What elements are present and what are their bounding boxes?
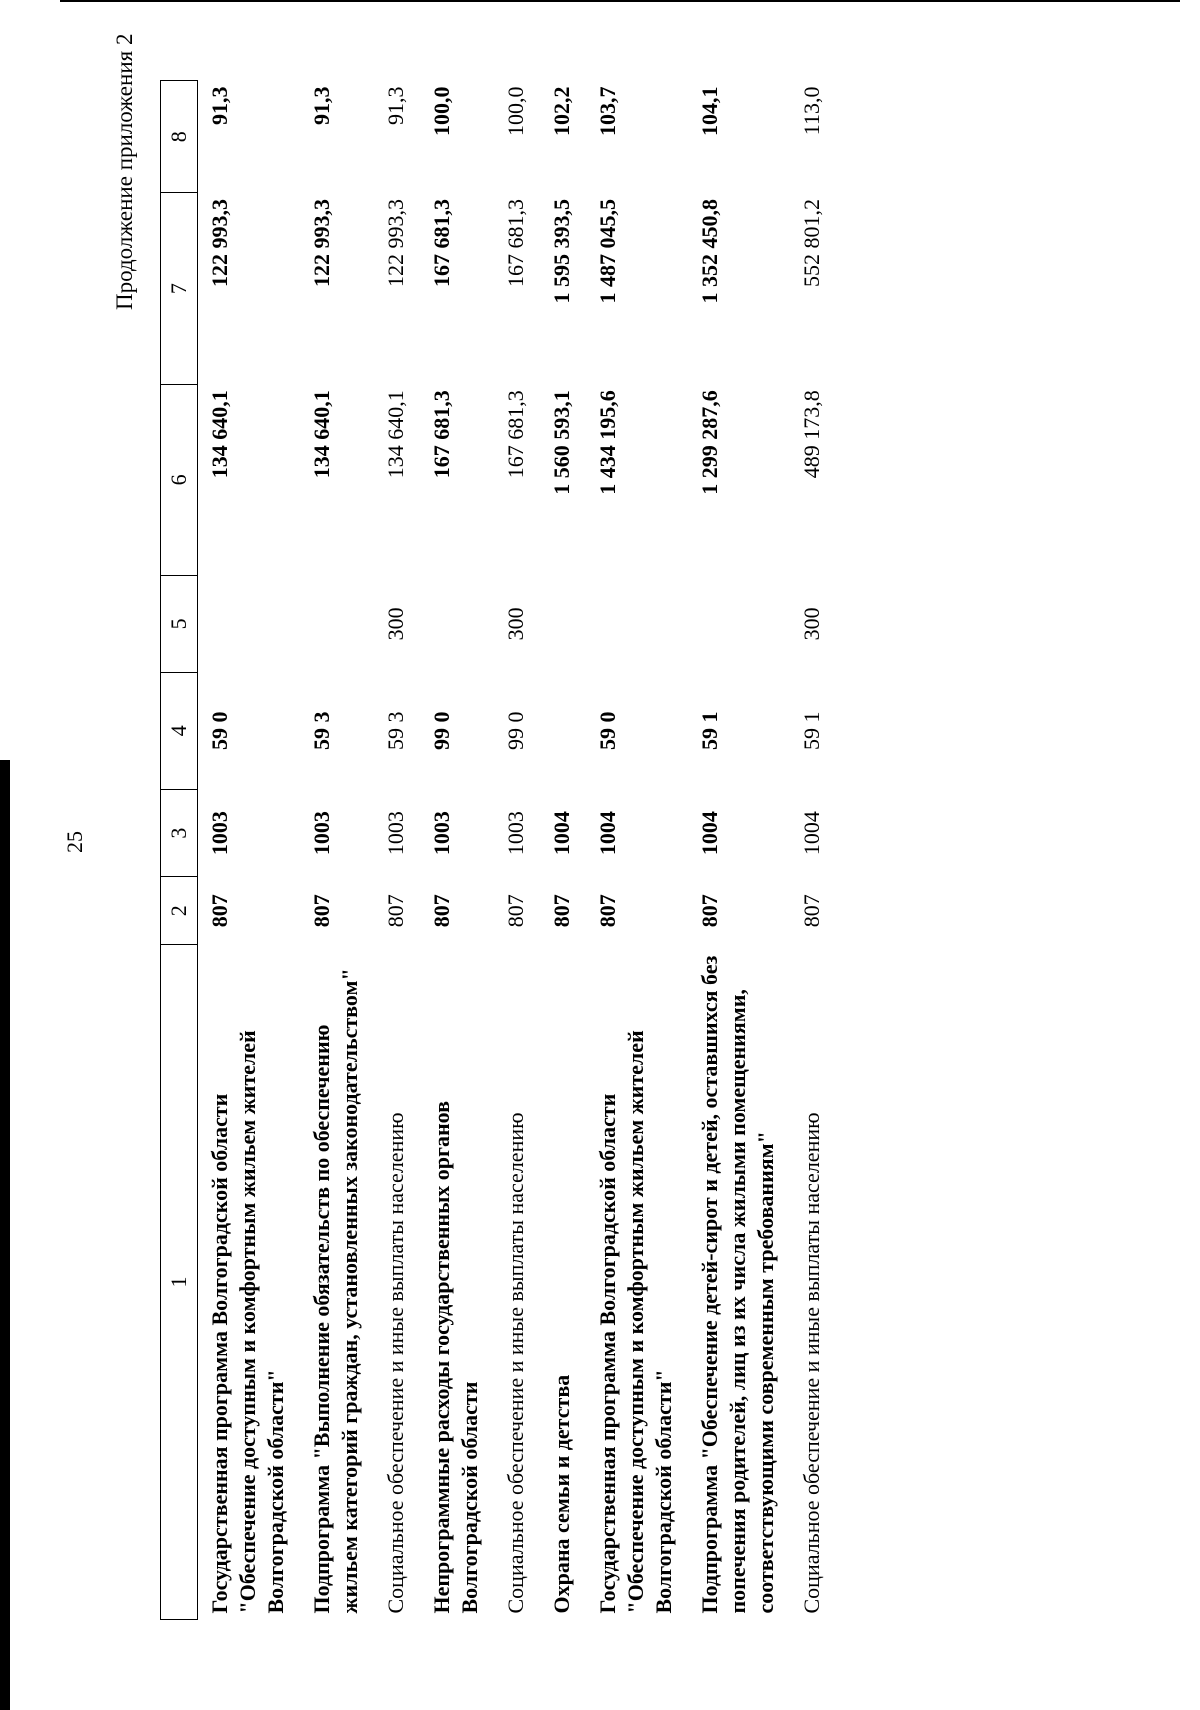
header-col-3: 3 [161, 789, 198, 877]
row-col8-cell: 100,0 [503, 86, 528, 136]
table-row [688, 81, 790, 1620]
row-col6-cell: 1 560 593,1 [549, 390, 574, 495]
row-col8-cell: 91,3 [207, 86, 232, 125]
table-body [198, 81, 837, 1620]
row-col4-cell [540, 672, 586, 789]
row-col5-cell [420, 576, 494, 673]
row-col5-cell [198, 576, 301, 673]
row-col2-cell: 807 [799, 894, 824, 928]
row-col5-cell: 300 [799, 607, 824, 641]
row-col6-cell: 489 173,8 [799, 390, 824, 479]
row-col2-cell: 807 [429, 894, 454, 928]
row-col8-cell: 102,2 [549, 86, 574, 136]
budget-table [160, 80, 836, 1620]
row-col3-cell: 1003 [309, 811, 334, 856]
table-row [586, 81, 688, 1620]
row-name-cell: Подпрограмма "Выполнение обязательств по обеспечению жильем категорий граждан, установленных законодательством" [309, 968, 362, 1614]
row-col4-cell: 59 3 [383, 711, 408, 750]
row-col4-cell: 99 0 [429, 711, 454, 750]
header-col-6: 6 [161, 384, 198, 575]
row-col7-cell: 122 993,3 [309, 199, 334, 287]
row-col5-cell [540, 576, 586, 673]
row-col6-cell: 167 681,3 [503, 390, 528, 479]
row-col2-cell: 807 [595, 894, 620, 928]
row-name-cell: Государственная программа Волгоградской области "Обеспечение доступным и комфортным жильем жителей Волгоградской области" [207, 1030, 288, 1614]
row-col7-cell: 122 993,3 [207, 199, 232, 287]
row-col3-cell: 1003 [429, 811, 454, 856]
row-name-cell: Подпрограмма "Обеспечение детей-сирот и детей, оставшихся без попечения родителей, лиц из их числа жилыми помещениями, соответствующими современным требованиям" [697, 955, 778, 1614]
row-col5-cell [300, 576, 374, 673]
row-col2-cell: 807 [207, 894, 232, 928]
row-col2-cell: 807 [503, 894, 528, 928]
header-col-8: 8 [161, 81, 198, 194]
row-col3-cell: 1004 [595, 811, 620, 856]
row-col3-cell: 1003 [503, 811, 528, 856]
row-col8-cell: 91,3 [309, 86, 334, 125]
row-col6-cell: 1 299 287,6 [697, 390, 722, 495]
row-col5-cell: 300 [383, 607, 408, 641]
row-name-cell: Социальное обеспечение и иные выплаты населению [383, 1112, 408, 1614]
table-row [790, 81, 836, 1620]
row-col7-cell: 1 352 450,8 [697, 199, 722, 304]
row-col3-cell: 1004 [799, 811, 824, 856]
table-row [540, 81, 586, 1620]
row-name-cell: Государственная программа Волгоградской области "Обеспечение доступным и комфортным жильем жителей Волгоградской области" [595, 1030, 676, 1614]
row-col3-cell: 1004 [549, 811, 574, 856]
table-row [300, 81, 374, 1620]
row-col3-cell: 1003 [383, 811, 408, 856]
header-col-7: 7 [161, 193, 198, 384]
row-col8-cell: 91,3 [383, 86, 408, 125]
row-col4-cell: 59 1 [799, 711, 824, 750]
row-col4-cell: 59 0 [207, 711, 232, 750]
table-row [374, 81, 420, 1620]
header-col-1: 1 [161, 945, 198, 1620]
row-col3-cell: 1003 [207, 811, 232, 856]
row-name-cell: Охрана семьи и детства [549, 1374, 574, 1614]
row-col8-cell: 113,0 [799, 86, 824, 136]
row-col2-cell: 807 [383, 894, 408, 928]
row-col6-cell: 134 640,1 [383, 390, 408, 479]
row-col5-cell [688, 576, 790, 673]
table-row [198, 81, 301, 1620]
row-col6-cell: 167 681,3 [429, 390, 454, 479]
header-col-4: 4 [161, 672, 198, 789]
row-name-cell: Социальное обеспечение и иные выплаты населению [503, 1112, 528, 1614]
row-col5-cell: 300 [503, 607, 528, 641]
row-col4-cell: 59 3 [309, 711, 334, 750]
row-col7-cell: 1 595 393,5 [549, 199, 574, 304]
row-col4-cell: 59 1 [697, 711, 722, 750]
row-col7-cell: 552 801,2 [799, 199, 824, 287]
row-col7-cell: 167 681,3 [503, 199, 528, 287]
table-row [494, 81, 540, 1620]
row-col8-cell: 103,7 [595, 86, 620, 136]
row-col8-cell: 100,0 [429, 86, 454, 136]
row-col6-cell: 1 434 195,6 [595, 390, 620, 495]
header-col-5: 5 [161, 576, 198, 673]
row-col2-cell: 807 [549, 894, 574, 928]
continuation-note: Продолжение приложения 2 [112, 33, 137, 310]
row-col4-cell: 99 0 [503, 711, 528, 750]
row-col8-cell: 104,1 [697, 86, 722, 136]
row-name-cell: Непрограммные расходы государственных органов Волгоградской области [429, 1100, 482, 1614]
table-header-row [161, 81, 198, 1620]
row-col6-cell: 134 640,1 [207, 390, 232, 479]
row-col6-cell: 134 640,1 [309, 390, 334, 479]
row-col3-cell: 1004 [697, 811, 722, 856]
header-col-2: 2 [161, 877, 198, 945]
row-name-cell: Социальное обеспечение и иные выплаты населению [799, 1112, 824, 1614]
row-col4-cell: 59 0 [595, 711, 620, 750]
row-col2-cell: 807 [697, 894, 722, 928]
page-number: 25 [62, 831, 87, 853]
table-row [420, 81, 494, 1620]
row-col7-cell: 1 487 045,5 [595, 199, 620, 304]
row-col7-cell: 122 993,3 [383, 199, 408, 287]
row-col5-cell [586, 576, 688, 673]
row-col2-cell: 807 [309, 894, 334, 928]
row-col7-cell: 167 681,3 [429, 199, 454, 287]
